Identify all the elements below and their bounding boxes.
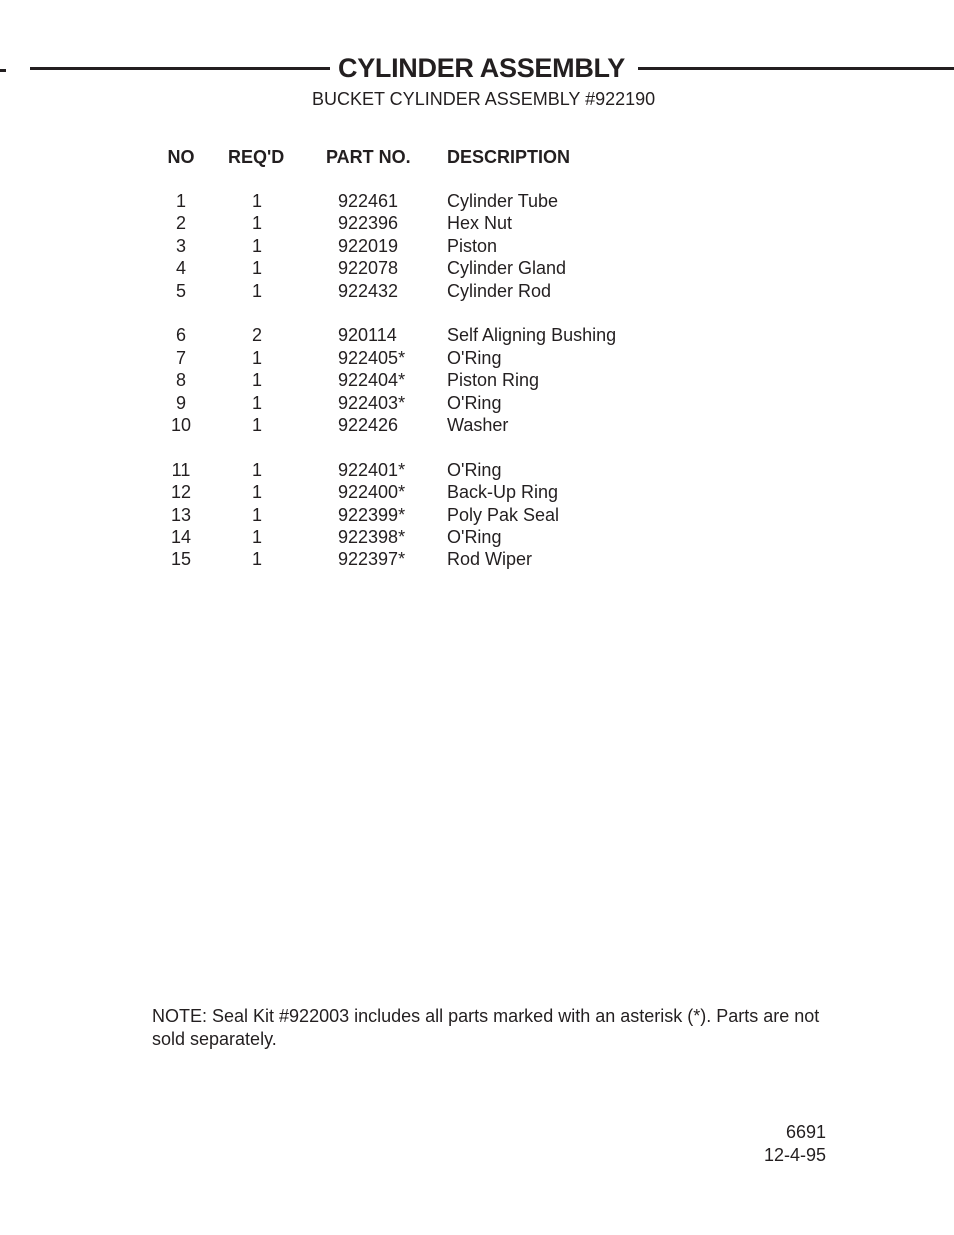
- part-number: 922398*: [338, 527, 406, 547]
- part-description: Piston Ring: [447, 370, 540, 391]
- part-number: 922401*: [338, 459, 406, 480]
- page-title: CYLINDER ASSEMBLY: [338, 53, 625, 83]
- part-number-index: 5: [175, 280, 186, 301]
- part-number: 922396: [338, 213, 399, 234]
- part-number-index: 4: [175, 258, 186, 279]
- revision-date: 12-4-95: [763, 1144, 826, 1165]
- page-number: 6691: [785, 1122, 826, 1142]
- part-number-index: 15: [170, 549, 192, 570]
- quantity-required: 2: [251, 325, 262, 346]
- quantity-required: 1: [251, 213, 262, 234]
- quantity-required: 1: [251, 280, 262, 301]
- table-row: [0, 549, 954, 571]
- quantity-required: 1: [251, 415, 262, 435]
- part-number-index: 1: [175, 191, 186, 211]
- part-description: O'Ring: [447, 392, 502, 413]
- header-rule-right: [638, 67, 954, 70]
- quantity-required: 1: [251, 191, 262, 211]
- part-number: 922432: [338, 280, 399, 301]
- part-description: Back-Up Ring: [447, 482, 559, 503]
- part-number-index: 3: [175, 235, 186, 256]
- part-description: O'Ring: [447, 527, 502, 547]
- part-number-index: 12: [170, 482, 192, 503]
- quantity-required: 1: [251, 459, 262, 480]
- table-row: [0, 482, 954, 504]
- table-row: [0, 415, 954, 437]
- quantity-required: 1: [251, 549, 262, 570]
- table-row: [0, 370, 954, 392]
- table-row: [0, 213, 954, 235]
- quantity-required: 1: [251, 370, 262, 391]
- part-description: O'Ring: [447, 347, 502, 368]
- table-row: [0, 527, 954, 549]
- part-description: Self Aligning Bushing: [447, 325, 617, 346]
- table-row: [0, 281, 954, 303]
- part-number: 922078: [338, 258, 399, 279]
- column-header-reqd: REQ'D: [228, 147, 285, 167]
- table-row: [0, 505, 954, 527]
- column-header-description: DESCRIPTION: [447, 147, 571, 167]
- part-number: 922461: [338, 191, 399, 211]
- part-number: 922405*: [338, 347, 406, 368]
- table-row: [0, 393, 954, 415]
- part-number: 922399*: [338, 504, 406, 525]
- part-description: Piston: [447, 235, 498, 256]
- part-description: O'Ring: [447, 459, 502, 480]
- part-description: Cylinder Rod: [447, 280, 552, 301]
- part-description: Hex Nut: [447, 213, 513, 234]
- quantity-required: 1: [251, 258, 262, 279]
- quantity-required: 1: [251, 347, 262, 368]
- part-number: 922404*: [338, 370, 406, 391]
- part-description: Poly Pak Seal: [447, 504, 560, 525]
- header-rule-tick: [0, 69, 6, 72]
- header-rule-left: [30, 67, 330, 70]
- page-subtitle: BUCKET CYLINDER ASSEMBLY #922190: [312, 89, 656, 109]
- part-number-index: 10: [170, 415, 192, 435]
- column-header-no: NO: [167, 147, 195, 167]
- part-number-index: 13: [170, 504, 192, 525]
- part-number-index: 6: [175, 325, 186, 346]
- part-number-index: 7: [175, 347, 186, 368]
- part-description: Washer: [447, 415, 509, 435]
- table-row: [0, 258, 954, 280]
- quantity-required: 1: [251, 504, 262, 525]
- part-description: Rod Wiper: [447, 549, 533, 570]
- table-row: [0, 325, 954, 347]
- table-row: [0, 460, 954, 482]
- part-number-index: 9: [175, 392, 186, 413]
- quantity-required: 1: [251, 482, 262, 503]
- part-number: 922019: [338, 235, 399, 256]
- part-number: 922400*: [338, 482, 406, 503]
- part-description: Cylinder Gland: [447, 258, 567, 279]
- quantity-required: 1: [251, 235, 262, 256]
- part-number-index: 11: [171, 459, 191, 480]
- quantity-required: 1: [251, 392, 262, 413]
- part-number: 920114: [338, 325, 397, 346]
- column-header-part-no: PART NO.: [326, 147, 411, 167]
- seal-kit-note: NOTE: Seal Kit #922003 includes all parts marked with an asterisk (*). Parts are not sold separately.: [152, 1006, 820, 1049]
- table-row: [0, 191, 954, 213]
- part-number-index: 14: [170, 527, 192, 547]
- table-row: [0, 348, 954, 370]
- table-row: [0, 236, 954, 258]
- part-number-index: 8: [175, 370, 186, 391]
- part-number: 922403*: [338, 392, 406, 413]
- quantity-required: 1: [251, 527, 262, 547]
- part-number-index: 2: [175, 213, 186, 234]
- page-footer: [764, 1121, 826, 1166]
- part-number: 922426: [338, 415, 399, 435]
- part-number: 922397*: [338, 549, 406, 570]
- part-description: Cylinder Tube: [447, 191, 559, 211]
